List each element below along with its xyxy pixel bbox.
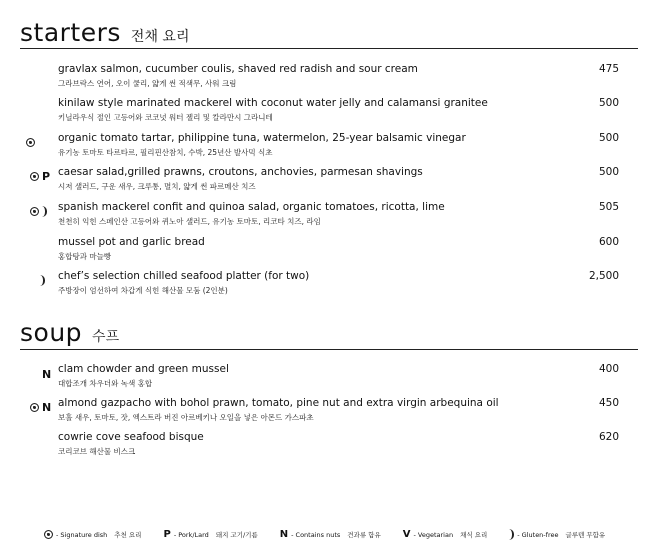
- gluten-free-icon: [42, 206, 47, 217]
- menu-item: [0, 63, 650, 93]
- legend-signature-label: - Signature dish: [56, 530, 108, 539]
- legend-gluten-label: - Gluten-free: [517, 530, 559, 539]
- item-icons: [30, 400, 51, 414]
- contains-nuts-icon: N: [279, 529, 289, 540]
- item-name-kr: 코리코브 해산물 비스크: [58, 447, 136, 456]
- pork-icon: P: [163, 529, 171, 540]
- menu-item: [0, 132, 650, 162]
- item-name: cowrie cove seafood bisque: [58, 431, 204, 443]
- item-name: chef’s selection chilled seafood platter (for two): [58, 270, 310, 282]
- item-name-kr: 유기농 토마토 타르타르, 필리핀산참치, 수박, 25년산 발사믹 식초: [58, 148, 273, 157]
- item-price: 600: [598, 236, 619, 248]
- signature-dish-icon: [30, 207, 39, 216]
- item-name-kr: 홍합탕과 마늘빵: [58, 252, 112, 261]
- pork-icon: P: [42, 169, 51, 183]
- item-name-kr: 시저 샐러드, 구운 새우, 크루통, 멸치, 얇게 썬 파르메산 치즈: [58, 182, 256, 191]
- menu-item: [0, 431, 650, 461]
- item-icons: [26, 135, 35, 149]
- legend-gluten-kr: 글루텐 무함유: [565, 531, 606, 539]
- contains-nuts-icon: N: [42, 400, 52, 414]
- soup-title-kr: 수프: [92, 329, 120, 345]
- signature-dish-icon: [26, 138, 35, 147]
- dietary-legend: [44, 529, 605, 540]
- item-name: spanish mackerel confit and quinoa salad, organic tomatoes, ricotta, lime: [58, 201, 445, 213]
- item-icons: [30, 204, 47, 218]
- item-name-kr: 그라브락스 연어, 오이 쿨리, 얇게 썬 적색무, 사워 크림: [58, 79, 237, 88]
- item-price: 500: [598, 97, 619, 109]
- item-price: 500: [598, 132, 619, 144]
- item-price: 620: [598, 431, 619, 443]
- item-price: 2,500: [588, 270, 619, 282]
- legend-nuts-kr: 견과류 함유: [347, 531, 381, 539]
- item-price: 500: [598, 166, 619, 178]
- item-name-kr: 보홀 새우, 토마토, 잣, 엑스트라 버진 아르베키나 오일을 넣은 아몬드 가스파초: [58, 413, 314, 422]
- item-name-kr: 주방장이 엄선하여 차갑게 식힌 해산물 모둠 (2인분): [58, 286, 228, 295]
- starters-title: starters: [20, 18, 121, 47]
- item-price: 450: [598, 397, 619, 409]
- signature-dish-icon: [30, 403, 39, 412]
- item-name: organic tomato tartar, philippine tuna, watermelon, 25-year balsamic vinegar: [58, 132, 466, 144]
- legend-pork-label: - Pork/Lard: [173, 530, 209, 539]
- signature-dish-icon: [30, 172, 39, 181]
- menu-item: [0, 166, 650, 196]
- menu-item: [0, 201, 650, 231]
- item-name: almond gazpacho with bohol prawn, tomato, pine nut and extra virgin arbequina oil: [58, 397, 499, 409]
- item-name: caesar salad,grilled prawns, croutons, anchovies, parmesan shavings: [58, 166, 423, 178]
- starters-title-kr: 전채 요리: [130, 29, 190, 45]
- gluten-free-icon: [509, 529, 514, 540]
- legend-pork-kr: 돼지 고기/기름: [215, 531, 258, 539]
- legend-nuts-label: - Contains nuts: [291, 530, 341, 539]
- starters-divider: [20, 48, 638, 49]
- signature-dish-icon: [44, 530, 53, 539]
- item-name-kr: 천천히 익힌 스페인산 고등어와 퀴노아 샐러드, 유기농 토마토, 리코타 치즈, 라임: [58, 217, 321, 226]
- soup-divider: [20, 349, 638, 350]
- item-name: gravlax salmon, cucumber coulis, shaved red radish and sour cream: [58, 63, 418, 75]
- item-price: 400: [598, 363, 619, 375]
- starters-header: [20, 18, 189, 47]
- menu-item: [0, 97, 650, 127]
- legend-pork: [163, 529, 257, 540]
- item-icons: [42, 367, 51, 381]
- legend-signature-kr: 추천 요리: [114, 531, 142, 539]
- item-price: 505: [598, 201, 619, 213]
- item-name: kinilaw style marinated mackerel with coconut water jelly and calamansi granitee: [58, 97, 488, 109]
- menu-item: [0, 270, 650, 300]
- item-icons: [40, 273, 45, 287]
- item-name-kr: 키닐라우식 절인 고등어와 코코넛 워터 젤리 및 칼라만시 그라니테: [58, 113, 273, 122]
- soup-header: [20, 318, 119, 347]
- legend-veg-label: - Vegetarian: [413, 530, 454, 539]
- soup-title: soup: [20, 318, 83, 347]
- item-price: 475: [598, 63, 619, 75]
- vegetarian-icon: V: [402, 529, 411, 540]
- legend-veg-kr: 채식 요리: [460, 531, 488, 539]
- legend-nuts: [280, 529, 381, 540]
- item-icons: [30, 169, 50, 183]
- menu-item: [0, 397, 650, 427]
- menu-item: [0, 236, 650, 266]
- legend-gluten-free: [509, 529, 605, 540]
- legend-signature: [44, 530, 141, 539]
- legend-vegetarian: [403, 529, 488, 540]
- item-name: mussel pot and garlic bread: [58, 236, 205, 248]
- item-name-kr: 대합조개 차우더와 녹색 홍합: [58, 379, 153, 388]
- contains-nuts-icon: N: [42, 367, 52, 381]
- gluten-free-icon: [40, 275, 45, 286]
- item-name: clam chowder and green mussel: [58, 363, 229, 375]
- menu-item: [0, 363, 650, 393]
